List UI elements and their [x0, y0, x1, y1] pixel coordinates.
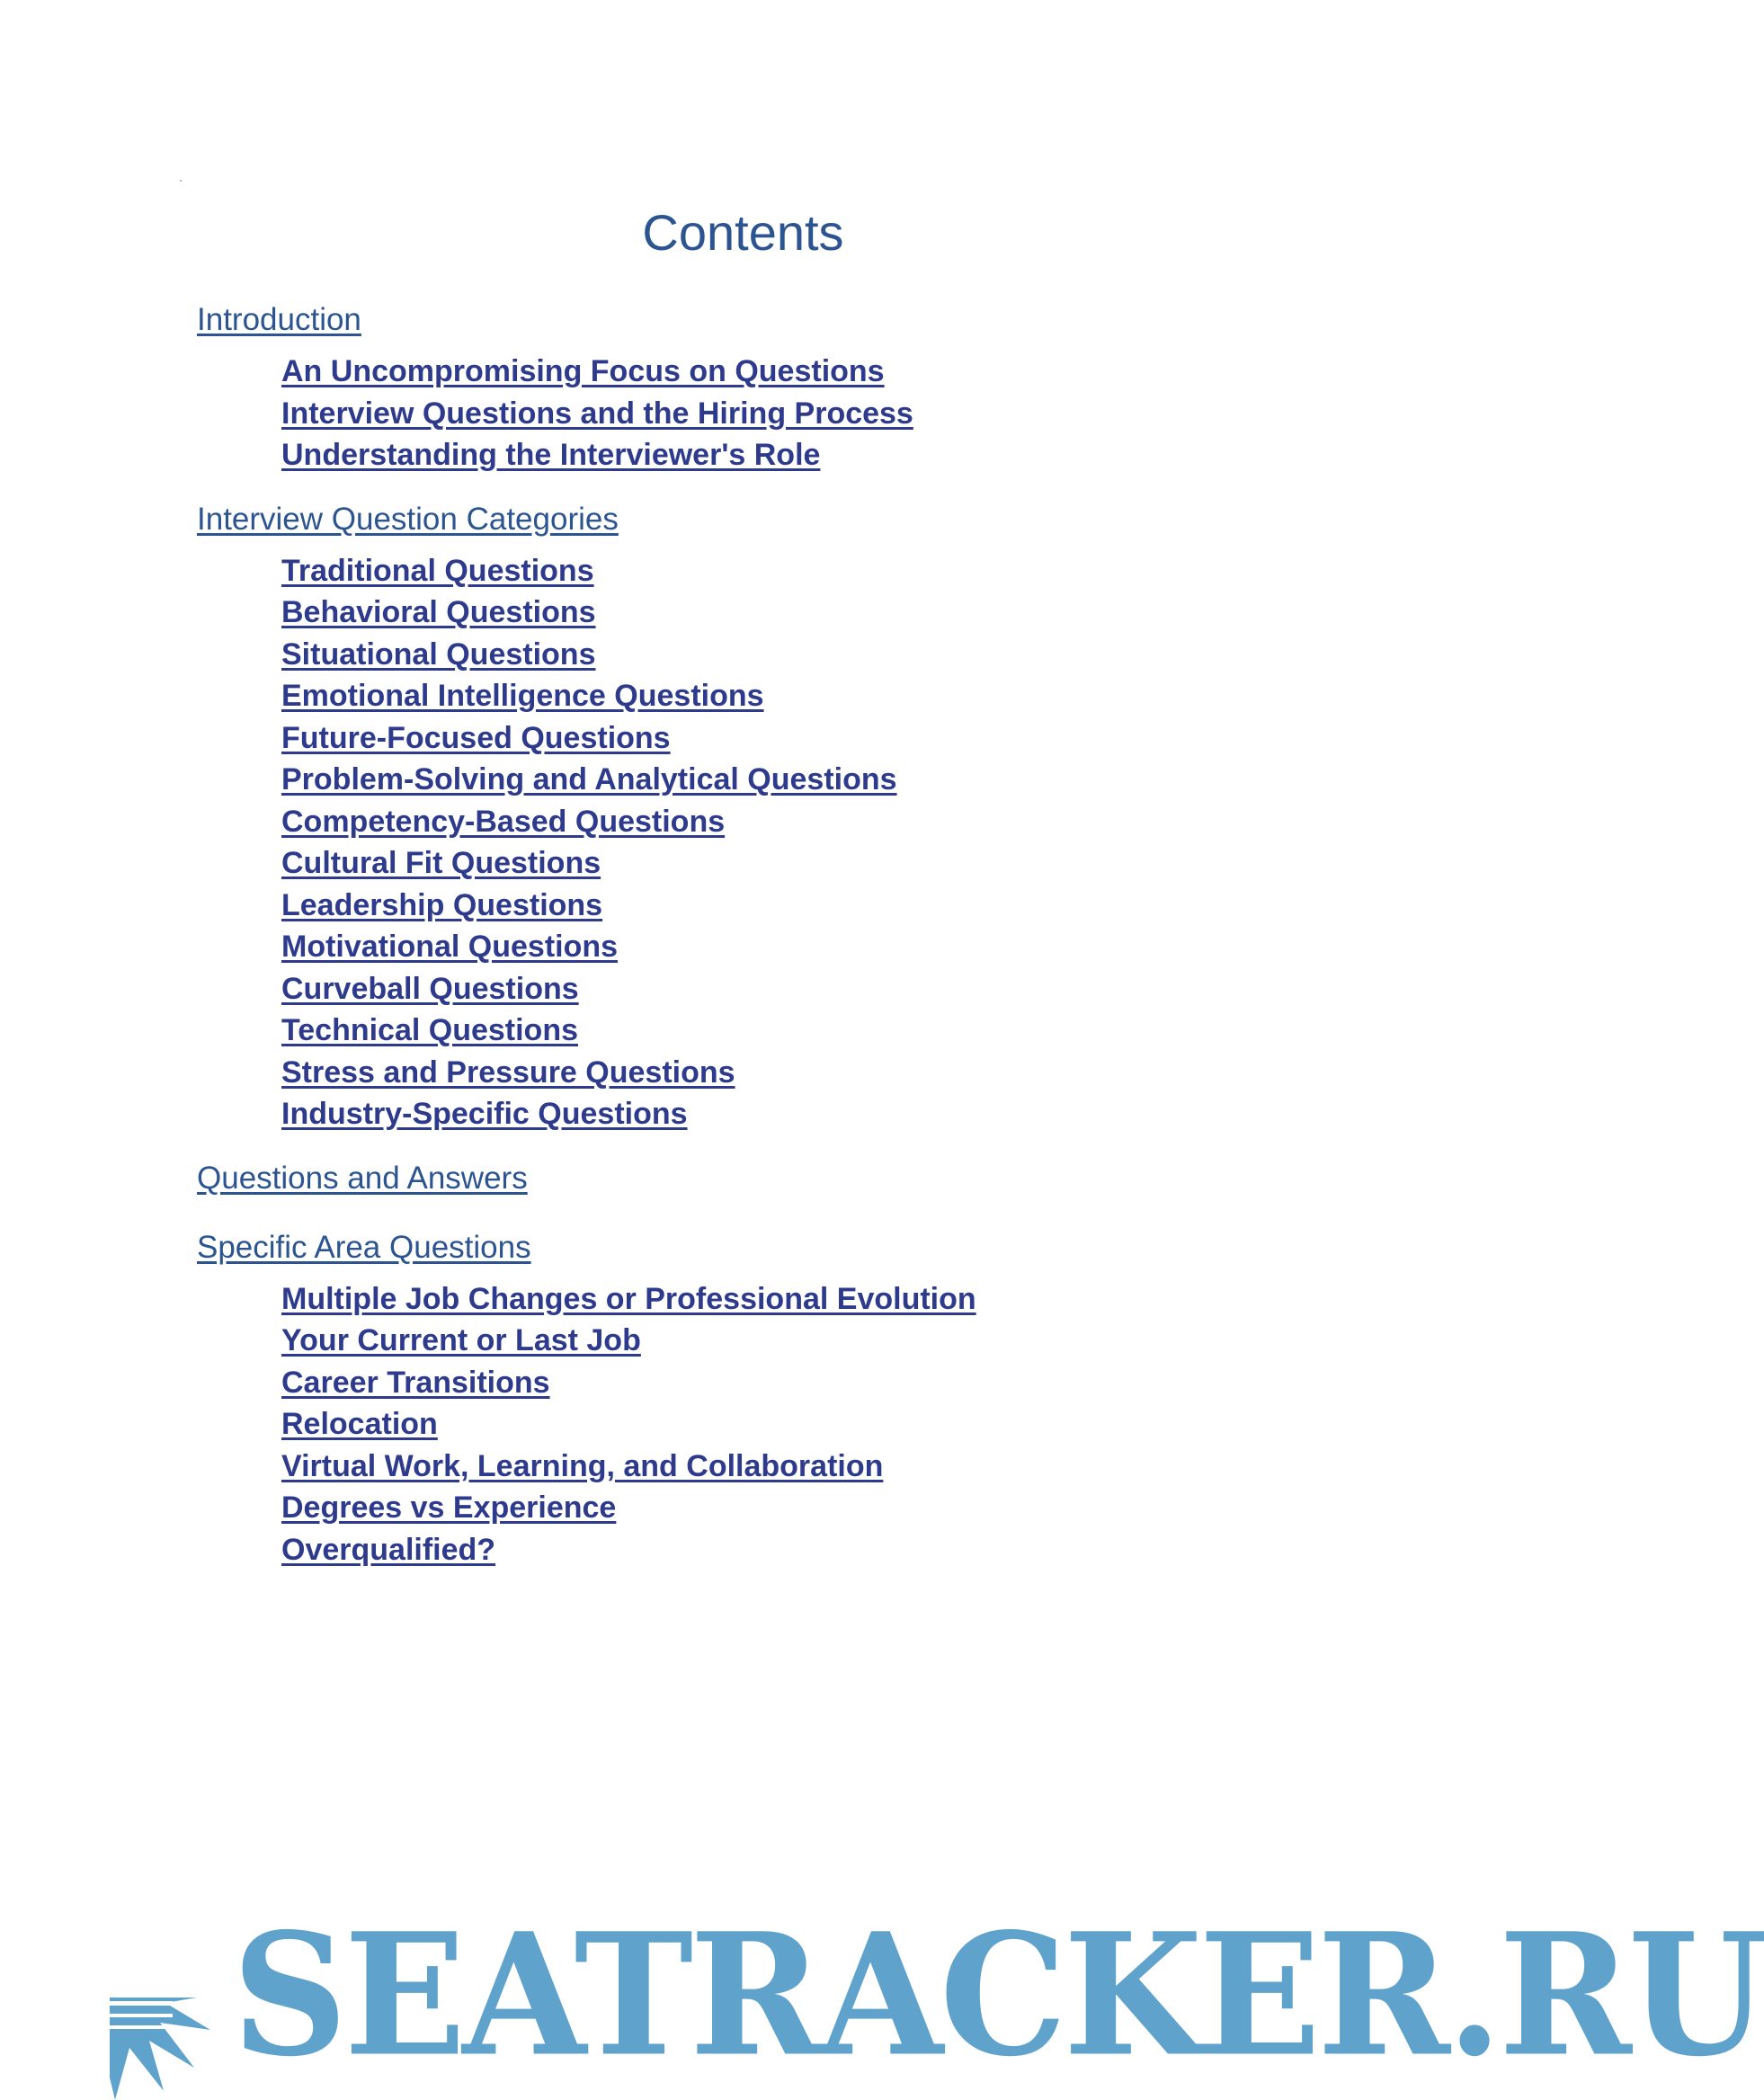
toc-link-industry-specific[interactable]: Industry-Specific Questions [281, 1097, 688, 1131]
toc-link-behavioral[interactable]: Behavioral Questions [281, 595, 596, 629]
sun-disc [56, 1944, 164, 2051]
toc-link-competency-based[interactable]: Competency-Based Questions [281, 804, 726, 839]
toc-link-career-transitions[interactable]: Career Transitions [281, 1365, 550, 1400]
toc-section-qa [197, 1155, 1321, 1202]
toc-link-curveball[interactable]: Curveball Questions [281, 971, 579, 1006]
toc-sublist-categories [197, 550, 1321, 1135]
toc-link-multiple-job-changes[interactable]: Multiple Job Changes or Professional Evolution [281, 1281, 976, 1316]
toc-link-questions-answers[interactable]: Questions and Answers [197, 1160, 528, 1196]
toc-link-motivational[interactable]: Motivational Questions [281, 930, 619, 964]
toc-link-traditional[interactable]: Traditional Questions [281, 553, 594, 588]
toc-link-relocation[interactable]: Relocation [281, 1407, 438, 1441]
toc-link-virtual-work[interactable]: Virtual Work, Learning, and Collaboration [281, 1448, 884, 1483]
toc-section-introduction [197, 297, 1321, 476]
sun-rays [0, 1891, 218, 2100]
toc-link-question-categories[interactable]: Interview Question Categories [197, 501, 619, 537]
toc-section-categories [197, 496, 1321, 1135]
sun-horizon-3 [47, 2025, 173, 2029]
toc-section-specific-area [197, 1224, 1321, 1571]
stray-dot [180, 180, 182, 182]
toc-link-interviewer-role[interactable]: Understanding the Interviewer's Role [281, 438, 821, 472]
toc-link-current-last-job[interactable]: Your Current or Last Job [281, 1323, 641, 1357]
sun-horizon-1 [47, 2001, 173, 2006]
toc-link-emotional-intelligence[interactable]: Emotional Intelligence Questions [281, 679, 764, 713]
toc-link-uncompromising-focus[interactable]: An Uncompromising Focus on Questions [281, 354, 885, 388]
toc-link-specific-area[interactable]: Specific Area Questions [197, 1229, 531, 1265]
toc-sublist-specific-area [197, 1278, 1321, 1571]
watermark-text: SEATRACKER.RU [232, 1896, 1764, 2094]
sun-horizon-2 [47, 2014, 173, 2017]
toc-link-situational[interactable]: Situational Questions [281, 636, 596, 672]
toc-link-degrees-experience[interactable]: Degrees vs Experience [281, 1490, 617, 1525]
toc-link-hiring-process[interactable]: Interview Questions and the Hiring Process [281, 396, 913, 431]
table-of-contents [197, 297, 1321, 1590]
toc-sublist-introduction [197, 351, 1321, 476]
toc-link-overqualified[interactable]: Overqualified? [281, 1532, 496, 1567]
page-title: Contents [642, 204, 844, 261]
toc-link-introduction[interactable]: Introduction [197, 302, 361, 337]
toc-link-cultural-fit[interactable]: Cultural Fit Questions [281, 846, 601, 880]
toc-link-problem-solving[interactable]: Problem-Solving and Analytical Questions [281, 762, 897, 796]
toc-link-technical[interactable]: Technical Questions [281, 1013, 579, 1047]
toc-link-stress-pressure[interactable]: Stress and Pressure Questions [281, 1054, 735, 1090]
toc-link-leadership[interactable]: Leadership Questions [281, 887, 603, 922]
toc-link-future-focused[interactable]: Future-Focused Questions [281, 720, 671, 755]
